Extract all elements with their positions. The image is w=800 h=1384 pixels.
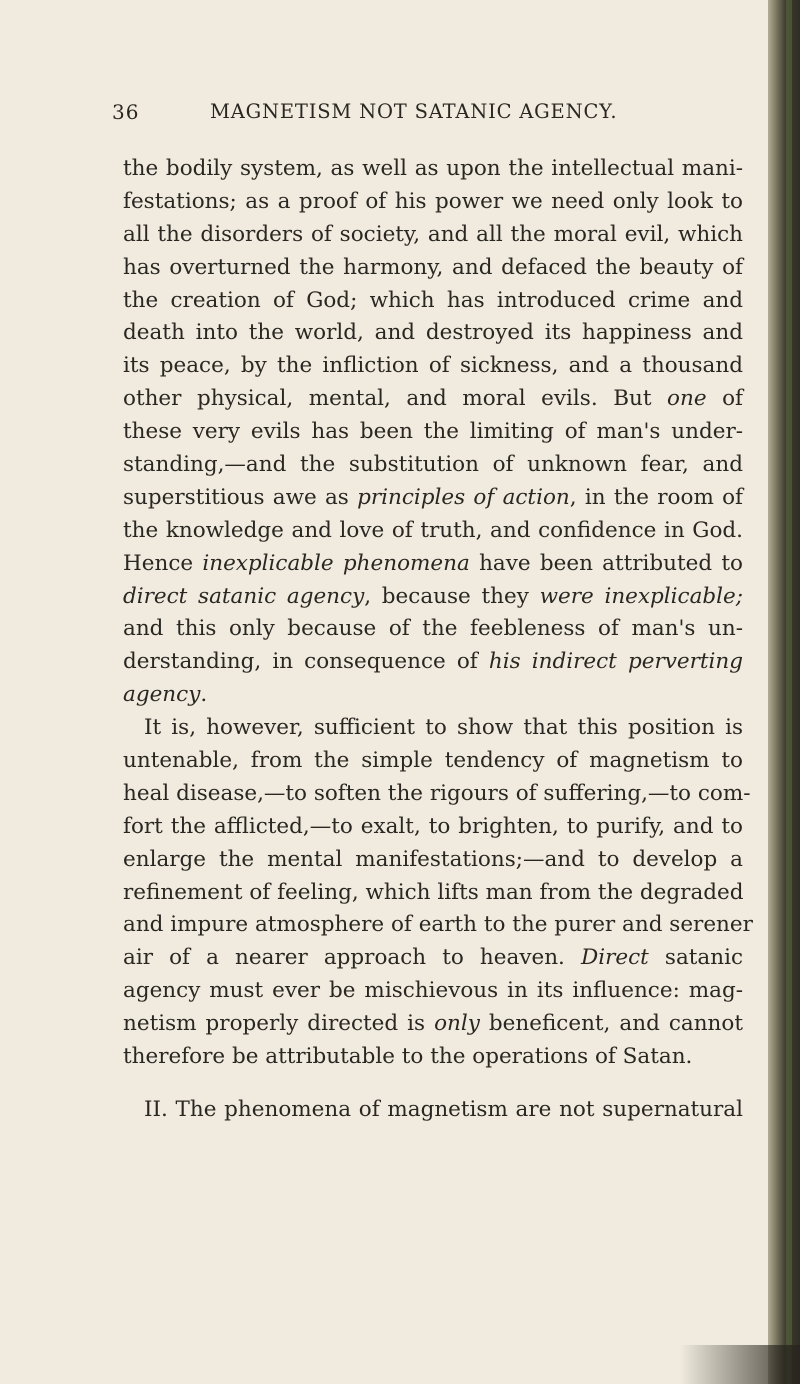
text-line: and impure atmosphere of earth to the purer and serener	[123, 912, 753, 938]
running-head: MAGNETISM NOT SATANIC AGENCY.	[210, 100, 618, 123]
text-line: fort the afflicted,—to exalt, to brighten, to purify, and to	[123, 813, 743, 839]
text-line: the knowledge and love of truth, and confidence in God.	[123, 517, 743, 543]
text-line: derstanding, in consequence of his indirect perverting	[123, 649, 743, 675]
text-line: other physical, mental, and moral evils. But one of	[123, 386, 743, 412]
text-line: all the disorders of society, and all the moral evil, which	[123, 221, 743, 247]
text-line: death into the world, and destroyed its happiness and	[123, 320, 743, 346]
text-line: and this only because of the feebleness of man's un-	[123, 616, 743, 642]
text-line: its peace, by the infliction of sickness, and a thousand	[123, 353, 743, 379]
text-line: netism properly directed is only beneficent, and cannot	[123, 1011, 743, 1037]
text-line: refinement of feeling, which lifts man from the degraded	[123, 879, 744, 905]
text-line: heal disease,—to soften the rigours of suffering,—to com-	[123, 780, 751, 806]
text-line: agency.	[123, 682, 208, 708]
text-line: has overturned the harmony, and defaced the beauty of	[123, 254, 743, 280]
page-edge	[768, 0, 800, 1384]
text-line: festations; as a proof of his power we need only look to	[123, 188, 743, 214]
text-line: It is, however, sufficient to show that this position is	[144, 715, 743, 741]
text-line: standing,—and the substitution of unknown fear, and	[123, 452, 743, 478]
body-text	[123, 153, 753, 1127]
text-line: the bodily system, as well as upon the intellectual mani-	[123, 156, 743, 181]
section-heading-line: II. The phenomena of magnetism are not supernatural	[144, 1096, 743, 1122]
text-line: enlarge the mental manifestations;—and to develop a	[123, 846, 743, 872]
text-line: untenable, from the simple tendency of magnetism to	[123, 748, 743, 774]
page-corner-shadow	[680, 1345, 800, 1384]
text-line: air of a nearer approach to heaven. Direct satanic	[123, 945, 743, 971]
text-line: therefore be attributable to the operations of Satan.	[123, 1044, 693, 1070]
page-header	[0, 100, 780, 130]
page-number: 36	[112, 100, 140, 124]
text-line: these very evils has been the limiting of man's under-	[123, 419, 743, 445]
text-line: agency must ever be mischievous in its influence: mag-	[123, 978, 743, 1004]
text-line: superstitious awe as principles of action, in the room of	[123, 484, 743, 510]
text-line: the creation of God; which has introduced crime and	[123, 287, 743, 313]
page-edge-stripe	[786, 0, 792, 1384]
text-line: Hence inexplicable phenomena have been attributed to	[123, 550, 743, 576]
text-line: direct satanic agency, because they were inexplicable;	[123, 583, 743, 609]
